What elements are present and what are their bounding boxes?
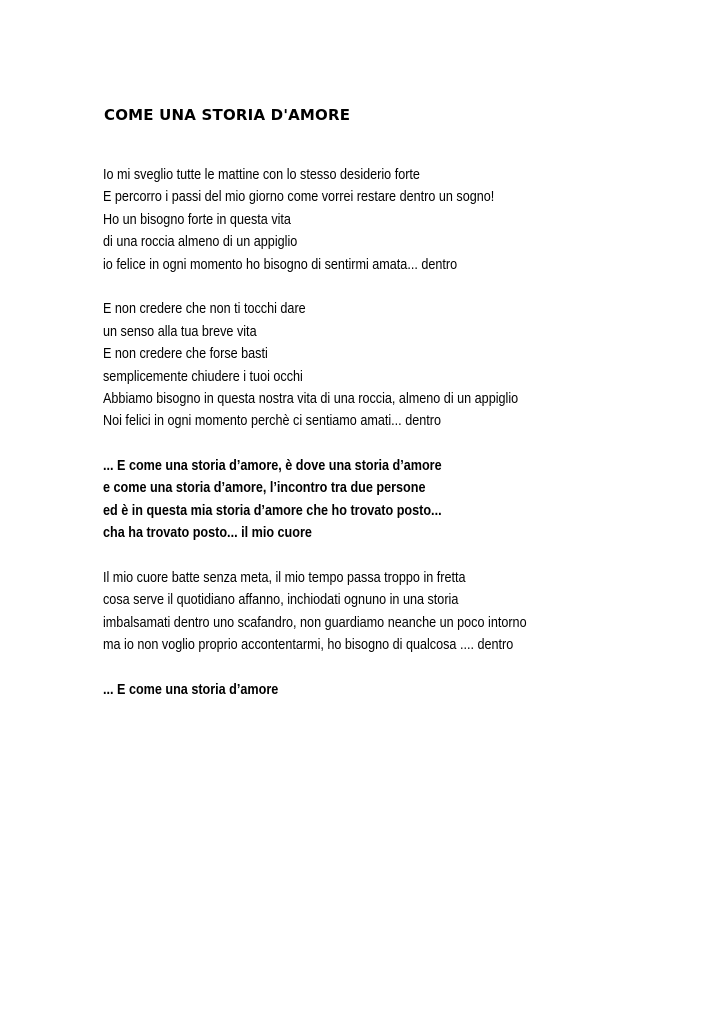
stanza-3 [103,567,625,657]
lyric-line: un senso alla tua breve vita [103,323,257,340]
lyric-line: ma io non voglio proprio accontentarmi, ho bisogno di qualcosa .... dentro [103,637,514,654]
lyric-line: imbalsamati dentro uno scafandro, non guardiamo neanche un poco intorno [103,614,527,631]
lyric-line: Ho un bisogno forte in questa vita [103,211,291,228]
stanza-1 [103,164,625,276]
closing-chorus [103,679,625,701]
lyric-line: Abbiamo bisogno in questa nostra vita di una roccia, almeno di un appiglio [103,390,519,407]
lyrics-body [103,164,625,724]
lyric-line: E percorro i passi del mio giorno come vorrei restare dentro un sogno! [103,189,495,206]
chorus-line: ... E come una storia d’amore [103,681,279,698]
lyric-line: di una roccia almeno di un appiglio [103,234,298,251]
chorus-line: ed è in questa mia storia d’amore che ho trovato posto... [103,502,442,519]
song-title: COME UNA STORIA D'AMORE [104,106,351,124]
lyric-line: E non credere che non ti tocchi dare [103,301,306,318]
lyric-line: Io mi sveglio tutte le mattine con lo stesso desiderio forte [103,167,420,183]
lyric-line: E non credere che forse basti [103,346,268,363]
lyric-line: Il mio cuore batte senza meta, il mio tempo passa troppo in fretta [103,570,466,587]
lyric-line: semplicemente chiudere i tuoi occhi [103,368,303,385]
chorus-line: ... E come una storia d’amore, è dove una storia d’amore [103,458,442,475]
lyric-line: cosa serve il quotidiano affanno, inchiodati ognuno in una storia [103,592,459,609]
lyric-line: Noi felici in ogni momento perchè ci sentiamo amati... dentro [103,413,441,430]
stanza-2 [103,298,625,432]
chorus-line: e come una storia d’amore, l’incontro tra due persone [103,480,426,497]
lyric-line: io felice in ogni momento ho bisogno di sentirmi amata... dentro [103,256,458,273]
chorus [103,455,625,545]
chorus-line: cha ha trovato posto... il mio cuore [103,525,312,542]
